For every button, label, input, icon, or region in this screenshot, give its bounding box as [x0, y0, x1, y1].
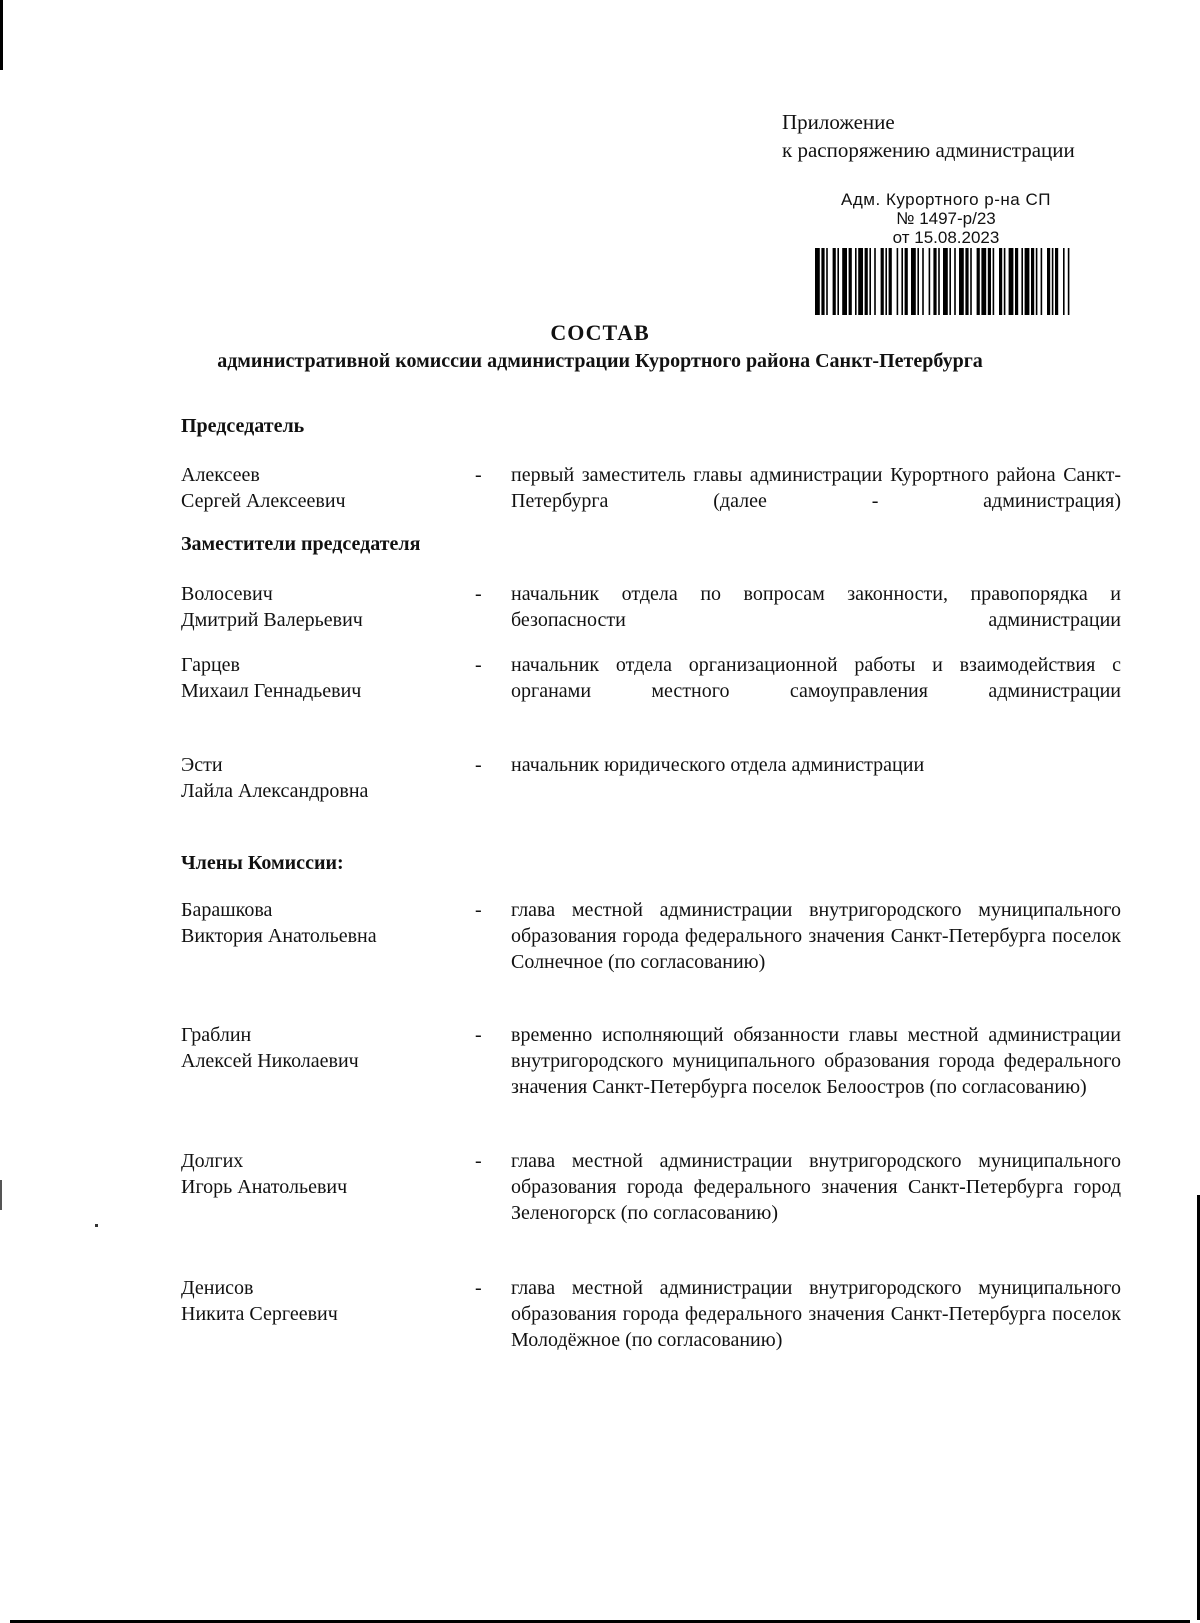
barcode-bar — [1047, 248, 1050, 315]
barcode-bar — [911, 248, 916, 315]
barcode-bar — [922, 248, 924, 315]
barcode-bar — [815, 248, 820, 315]
annex-line: к распоряжению администрации — [782, 138, 1075, 162]
barcode-bar — [1055, 248, 1058, 315]
barcode — [815, 248, 1071, 315]
barcode-bar — [1063, 248, 1065, 315]
member-surname: Барашкова — [181, 899, 273, 921]
barcode-bar — [977, 248, 980, 315]
barcode-bar — [933, 248, 936, 315]
barcode-bar — [1068, 248, 1070, 315]
barcode-bar — [1052, 248, 1054, 315]
barcode-bar — [949, 248, 951, 315]
section-chairman: Председатель — [181, 415, 305, 437]
barcode-bar — [1036, 248, 1038, 315]
registration-stamp — [816, 190, 1076, 247]
annex-line: Приложение — [782, 110, 895, 134]
stamp-number: № 1497-р/23 — [896, 209, 996, 228]
barcode-bar — [874, 248, 876, 315]
member-position: глава местной администрации внутригородского муниципального образования города федерального значения Санкт-Петербурга поселок Молодёжное (по согласованию) — [511, 1277, 1121, 1351]
barcode-bar — [929, 248, 931, 315]
barcode-bar — [881, 248, 884, 315]
barcode-bar — [1009, 248, 1014, 315]
member-given-name: Сергей Алексеевич — [181, 490, 346, 512]
annex-note — [782, 108, 1075, 164]
section-deputies: Заместители председателя — [181, 533, 421, 555]
barcode-bar — [965, 248, 968, 315]
member-position: глава местной администрации внутригородского муниципального образования города федерального значения Санкт-Петербурга поселок Солнечное (по согласованию) — [511, 899, 1121, 973]
member-given-name: Алексей Николаевич — [181, 1050, 359, 1072]
member-surname: Эсти — [181, 754, 223, 776]
member-name — [181, 1022, 461, 1074]
member-position: временно исполняющий обязанности главы местной администрации внутригородского муниципального образования города федерального значения Санкт-Петербурга поселок Белоостров (по согласованию) — [511, 1024, 1121, 1098]
scan-edge — [0, 0, 3, 70]
barcode-bar — [1004, 248, 1006, 315]
barcode-bar — [1031, 248, 1034, 315]
member-given-name: Игорь Анатольевич — [181, 1176, 348, 1198]
barcode-bar — [981, 248, 986, 315]
barcode-bar — [842, 248, 847, 315]
barcode-bar — [869, 248, 871, 315]
member-name — [181, 581, 461, 633]
barcode-bar — [988, 248, 991, 315]
member-name — [181, 897, 461, 949]
stamp-org: Адм. Курортного р-на СП — [841, 190, 1051, 209]
barcode-bar — [897, 248, 899, 315]
member-name — [181, 1148, 461, 1200]
barcode-bar — [1021, 248, 1023, 315]
member-position: начальник юридического отдела администрации — [511, 754, 925, 776]
barcode-bar — [954, 248, 956, 315]
dash-separator: - — [475, 654, 482, 676]
stamp-date: от 15.08.2023 — [892, 228, 1000, 247]
barcode-bar — [885, 248, 887, 315]
barcode-bar — [855, 248, 857, 315]
member-given-name: Никита Сергеевич — [181, 1303, 338, 1325]
barcode-bar — [826, 248, 828, 315]
dash-separator: - — [475, 583, 482, 605]
barcode-bar — [993, 248, 995, 315]
member-name — [181, 752, 461, 804]
barcode-bar — [837, 248, 839, 315]
document-subtitle: административной комиссии администрации Курортного района Санкт-Петербурга — [217, 350, 983, 372]
barcode-bar — [858, 248, 863, 315]
member-position: глава местной администрации внутригородского муниципального образования города федерального значения Санкт-Петербурга город Зеленогорск (по согласованию) — [511, 1150, 1121, 1224]
document-title: СОСТАВ — [550, 320, 650, 345]
member-name — [181, 1275, 461, 1327]
member-given-name: Лайла Александровна — [181, 780, 369, 802]
scan-edge — [0, 1180, 2, 1210]
barcode-bar — [821, 248, 824, 315]
barcode-bar — [943, 248, 948, 315]
barcode-bar — [917, 248, 919, 315]
barcode-bar — [849, 248, 852, 315]
member-surname: Долгих — [181, 1150, 244, 1172]
member-surname: Гарцев — [181, 654, 240, 676]
dash-separator: - — [475, 1024, 482, 1046]
barcode-bar — [1041, 248, 1043, 315]
barcode-bar — [1015, 248, 1018, 315]
barcode-bar — [1025, 248, 1030, 315]
member-given-name: Виктория Анатольевна — [181, 925, 377, 947]
barcode-bar — [938, 248, 940, 315]
barcode-bar — [901, 248, 903, 315]
dash-separator: - — [475, 1150, 482, 1172]
member-position: начальник отдела организационной работы и взаимодействия с органами местного самоуправления администрации — [511, 654, 1121, 702]
dash-separator: - — [475, 464, 482, 486]
scan-speck — [95, 1224, 98, 1227]
member-given-name: Михаил Геннадьевич — [181, 680, 362, 702]
member-name — [181, 652, 461, 704]
barcode-bar — [905, 248, 908, 315]
member-given-name: Дмитрий Валерьевич — [181, 609, 363, 631]
member-surname: Алексеев — [181, 464, 260, 486]
barcode-bar — [970, 248, 972, 315]
dash-separator: - — [475, 899, 482, 921]
barcode-bar — [959, 248, 964, 315]
member-surname: Волосевич — [181, 583, 273, 605]
dash-separator: - — [475, 1277, 482, 1299]
member-surname: Граблин — [181, 1024, 252, 1046]
member-name — [181, 462, 461, 514]
dash-separator: - — [475, 754, 482, 776]
member-position: начальник отдела по вопросам законности, правопорядка и безопасности администрации — [511, 583, 1121, 631]
member-surname: Денисов — [181, 1277, 254, 1299]
section-members: Члены Комиссии: — [181, 852, 344, 874]
barcode-bar — [833, 248, 836, 315]
barcode-bar — [999, 248, 1002, 315]
barcode-bar — [889, 248, 892, 315]
member-position: первый заместитель главы администрации Курортного района Санкт-Петербурга (далее - администрация) — [511, 464, 1121, 512]
barcode-bar — [865, 248, 868, 315]
